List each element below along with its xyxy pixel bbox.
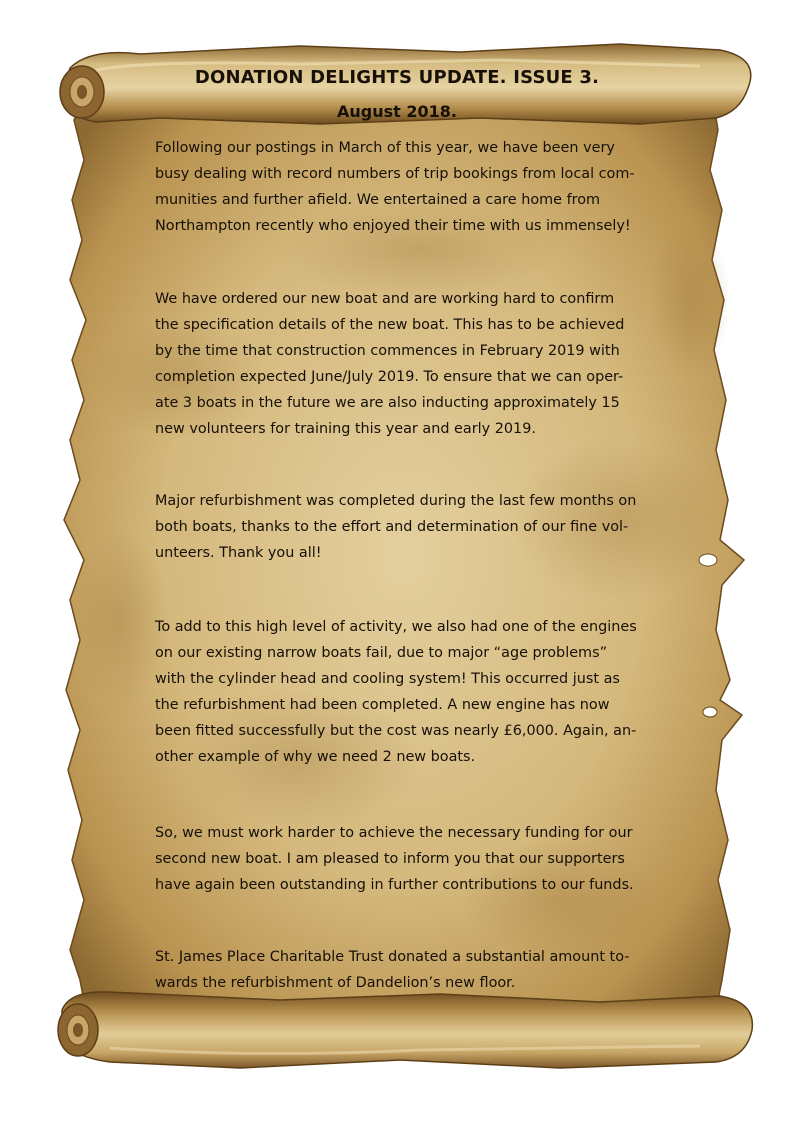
paragraph-line: ate 3 boats in the future we are also inducting approximately 15 <box>155 395 620 411</box>
paragraph-line: new volunteers for training this year and early 2019. <box>155 421 536 437</box>
paragraph-line: unteers. Thank you all! <box>155 545 322 561</box>
paragraph-line: by the time that construction commences in February 2019 with <box>155 343 620 359</box>
paragraph-engine-failure <box>155 614 675 770</box>
paragraph-funding <box>155 820 675 898</box>
paragraph-new-boat <box>155 286 675 442</box>
paragraph-trip-bookings <box>155 135 675 239</box>
newsletter-title: DONATION DELIGHTS UPDATE. ISSUE 3. <box>194 67 600 88</box>
paragraph-line: munities and further afield. We entertained a care home from <box>155 192 601 208</box>
paragraph-line: have again been outstanding in further contributions to our funds. <box>155 877 634 893</box>
paragraph-line: other example of why we need 2 new boats. <box>155 749 476 765</box>
paragraph-line: wards the refurbishment of Dandelion’s new floor. <box>155 975 516 991</box>
paragraph-line: Major refurbishment was completed during the last few months on <box>155 493 637 509</box>
paragraph-line: To add to this high level of activity, we also had one of the engines <box>155 619 637 635</box>
paragraph-line: been fitted successfully but the cost was nearly £6,000. Again, an- <box>155 723 637 739</box>
paragraph-line: second new boat. I am pleased to inform you that our supporters <box>155 851 625 867</box>
paragraph-line: completion expected June/July 2019. To ensure that we can oper- <box>155 369 624 385</box>
paragraph-line: the specification details of the new boat. This has to be achieved <box>155 317 625 333</box>
paragraph-st-james-place <box>155 944 675 996</box>
paragraph-line: We have ordered our new boat and are working hard to confirm <box>155 291 615 307</box>
paragraph-line: busy dealing with record numbers of trip bookings from local com- <box>155 166 635 182</box>
paragraph-line: the refurbishment had been completed. A new engine has now <box>155 697 610 713</box>
issue-date: August 2018. <box>337 102 457 121</box>
paragraph-line: both boats, thanks to the effort and determination of our fine vol- <box>155 519 629 535</box>
paragraph-line: St. James Place Charitable Trust donated a substantial amount to- <box>155 949 630 965</box>
paragraph-line: with the cylinder head and cooling system! This occurred just as <box>155 671 620 687</box>
paragraph-line: on our existing narrow boats fail, due to major “age problems” <box>155 645 608 661</box>
paragraph-refurbishment <box>155 488 675 566</box>
paragraph-line: Northampton recently who enjoyed their time with us immensely! <box>155 218 631 234</box>
paragraph-line: So, we must work harder to achieve the necessary funding for our <box>155 825 633 841</box>
paragraph-line: Following our postings in March of this year, we have been very <box>155 140 615 156</box>
